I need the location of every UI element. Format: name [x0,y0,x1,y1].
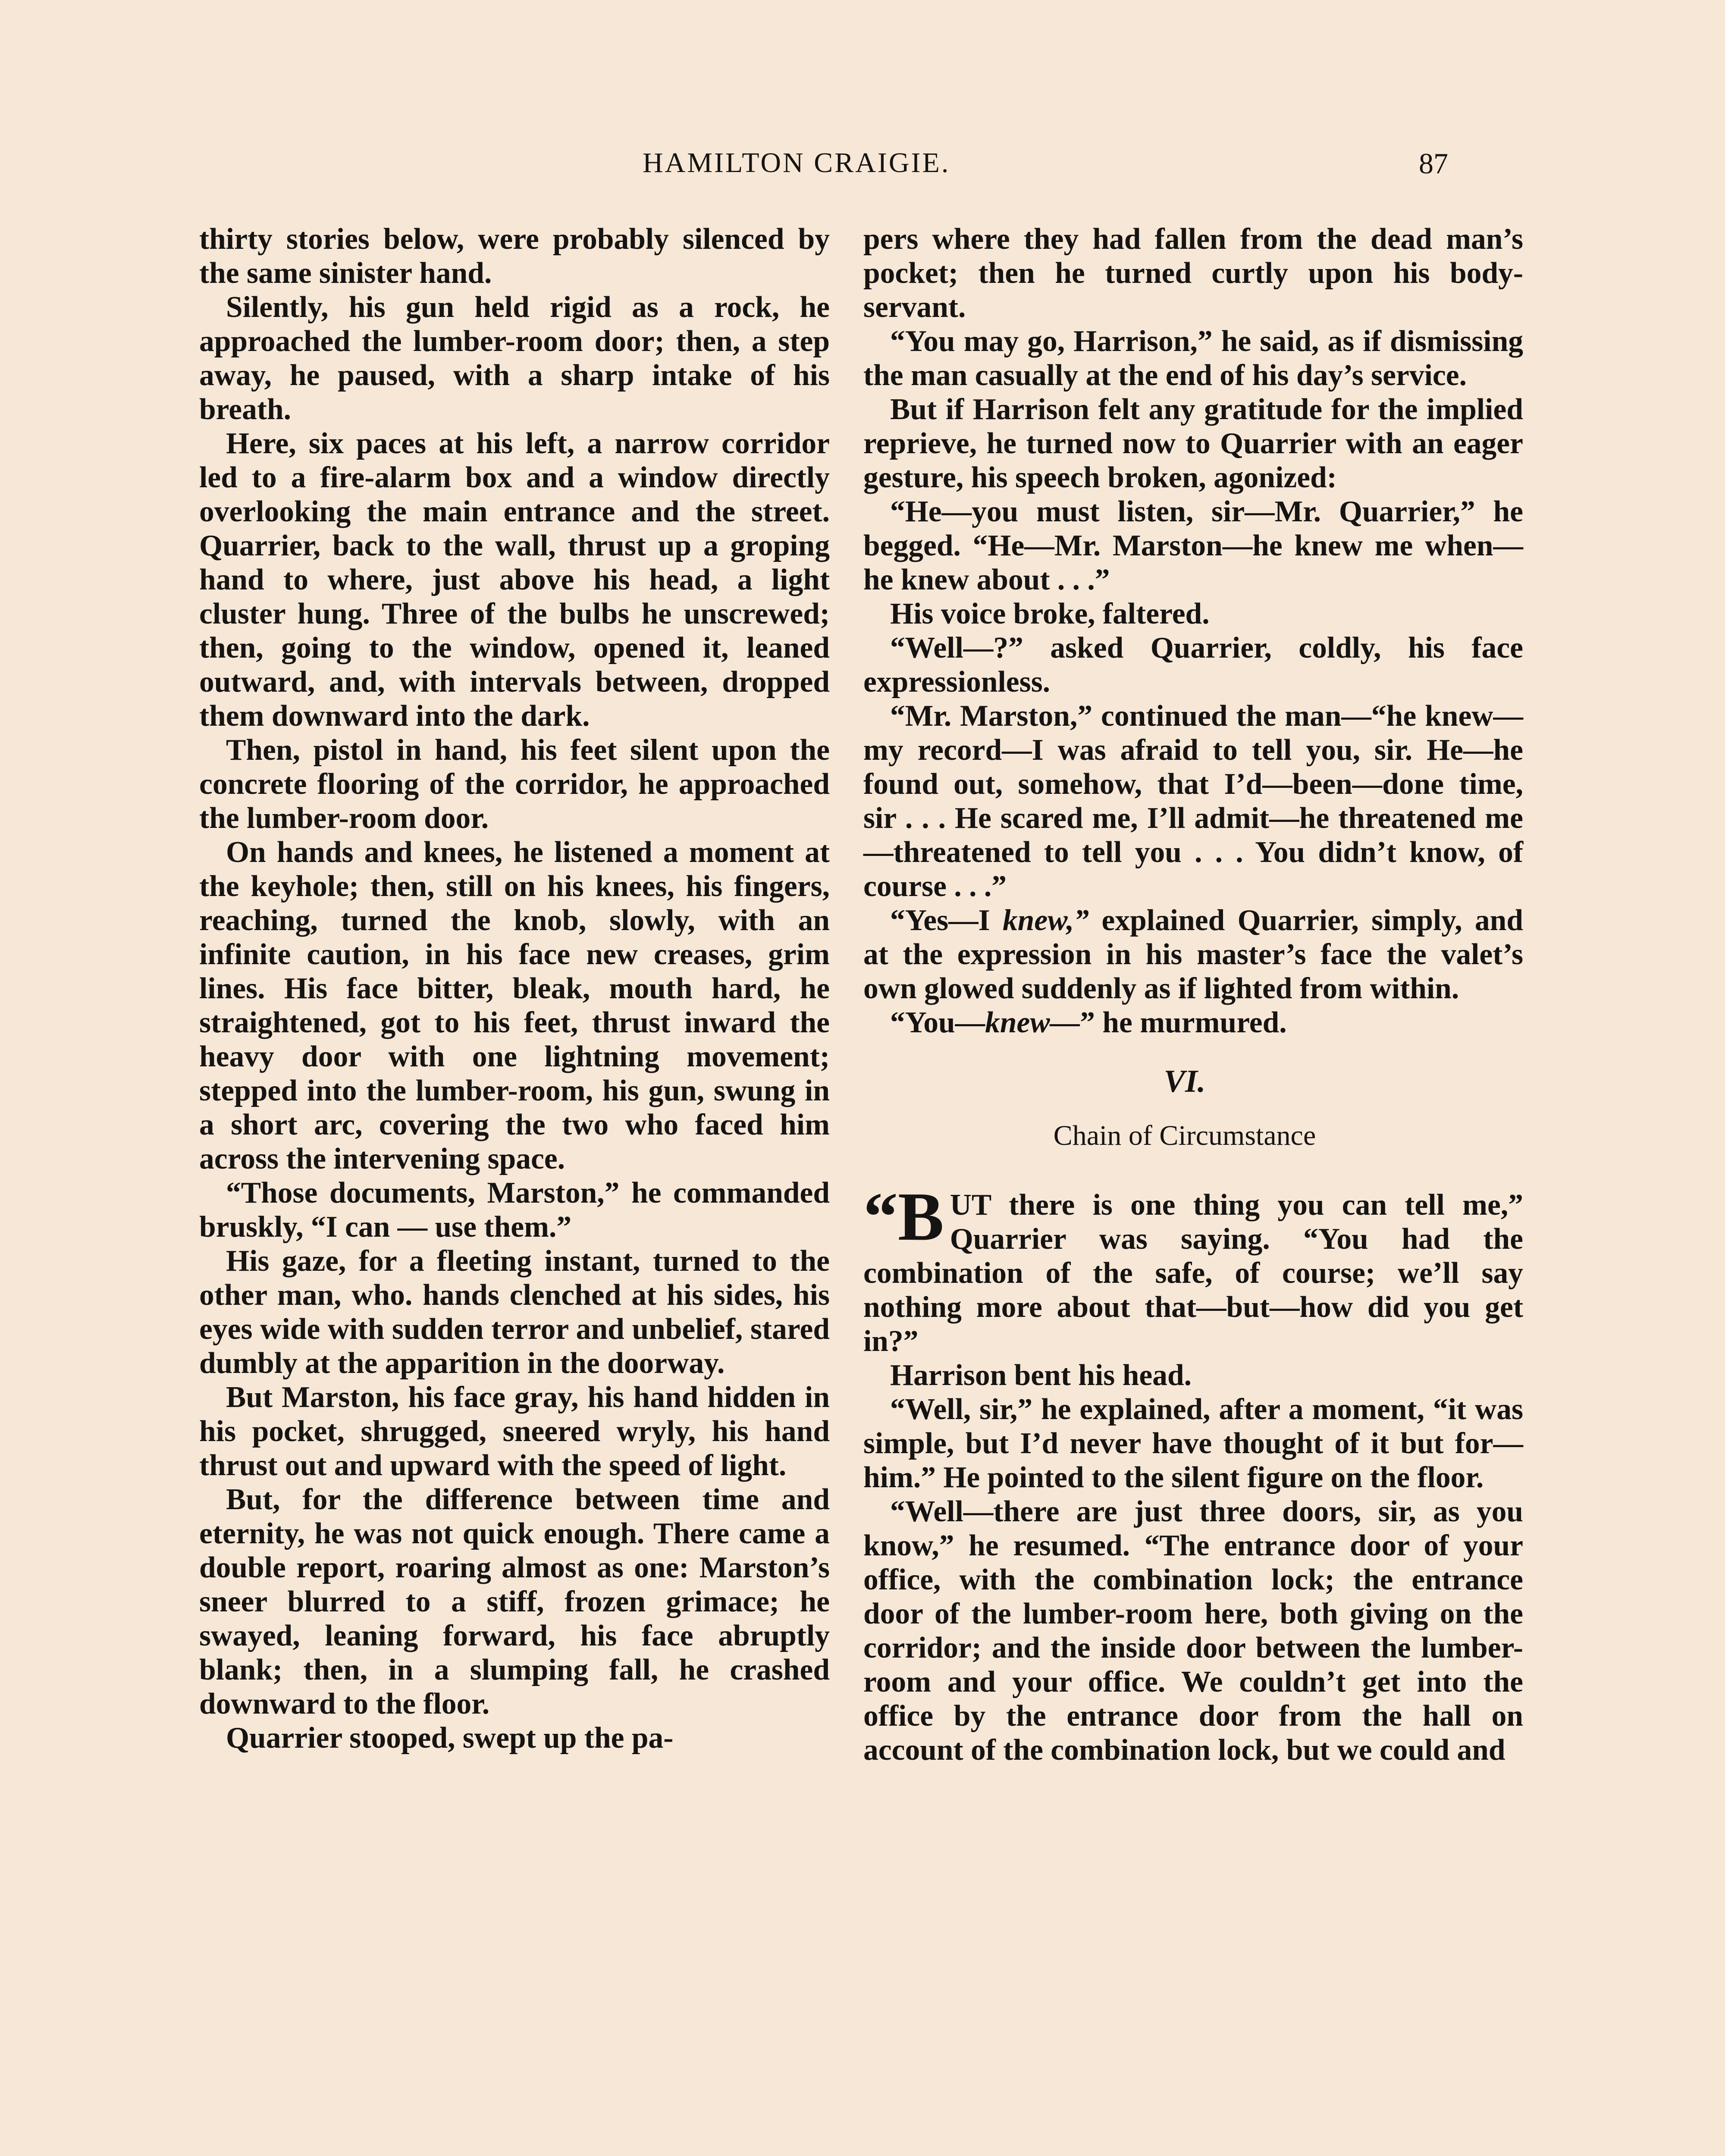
right-column [863,222,1523,1767]
paragraph: Then, pistol in hand, his feet silent upon the concrete flooring of the corridor, he approached the lumber-room door. [199,733,830,835]
paragraph: Quarrier stooped, swept up the pa- [226,1721,674,1755]
paragraph: Harrison bent his head. [890,1359,1192,1392]
text-run: UT there is one thing you can tell me,” Quarrier was saying. “You had the combination of the safe, of course; we’ll say nothing more about that—but—how did you get in?” [863,1188,1523,1358]
drop-cap-letter: B [898,1178,944,1255]
left-column [199,222,830,1755]
text-run: explained Quarrier, simply, and at the expression in his master’s face the valet’s own glowed suddenly as if lighted from within. [863,904,1523,1005]
paragraph [863,903,1523,1006]
section-number: VI. [1164,1064,1206,1099]
paragraph: “Well—there are just three doors, sir, as you know,” he resumed. “The entrance door of your office, with the combination lock; the entrance door of the lumber-room here, both giving on the corridor; and the inside door between the lumber-room and your office. We couldn’t get into the office by the entrance door from the hall on account of the combination lock, but we could and [863,1495,1523,1767]
paragraph: But Marston, his face gray, his hand hidden in his pocket, shrugged, sneered wryly, his hand thrust out and upward with the speed of light. [199,1381,830,1482]
paragraph: “He—you must listen, sir—Mr. Quarrier,” he begged. “He—Mr. Marston—he knew me when—he knew about . . .” [863,495,1523,596]
paragraph: “Well—?” asked Quarrier, coldly, his face expressionless. [863,631,1523,699]
paragraph: “Those documents, Marston,” he commanded bruskly, “I can — use them.” [199,1176,830,1244]
paragraph: On hands and knees, he listened a moment at the keyhole; then, still on his knees, his fingers, reaching, turned the knob, slowly, with an infinite caution, in his face new creases, grim lines. His face bitter, bleak, mouth hard, he straightened, got to his feet, thrust inward the heavy door with one lightning movement; stepped into the lumber-room, his gun, swung in a short arc, covering the two who faced him across the intervening space. [199,836,830,1175]
paragraph: “Mr. Marston,” continued the man—“he knew—my record—I was afraid to tell you, sir. He—he found out, somehow, that I’d—been—done time, sir . . . He scared me, I’ll admit—he threatened me—threatened to tell you . . . You didn’t know, of course . . .” [863,699,1523,903]
paragraph: His gaze, for a fleeting instant, turned to the other man, who. hands clenched at his sides, his eyes wide with sudden terror and unbelief, stared dumbly at the apparition in the doorway. [199,1244,830,1380]
running-head [0,147,1725,194]
paragraph: pers where they had fallen from the dead man’s pocket; then he turned curtly upon his body-servant. [863,222,1523,324]
italic-run: knew— [985,1006,1080,1039]
section-title: Chain of Circumstance [1053,1120,1316,1151]
paragraph: His voice broke, faltered. [890,597,1210,630]
text-run: ” he murmured. [1080,1006,1287,1039]
paragraph: “You may go, Harrison,” he said, as if dismissing the man casually at the end of his day’s service. [863,325,1523,392]
paragraph: But if Harrison felt any gratitude for the implied reprieve, he turned now to Quarrier with an eager gesture, his speech broken, agonized: [863,393,1523,494]
paragraph [863,1006,1523,1040]
page-number: 87 [1419,147,1448,180]
paragraph-dropcap [863,1178,1523,1358]
running-head-title: HAMILTON CRAIGIE. [643,147,950,179]
drop-cap-quote: “ [863,1178,898,1255]
paragraph: thirty stories below, were probably silenced by the same sinister hand. [199,222,830,290]
italic-run: knew,” [1003,904,1089,937]
paragraph: Silently, his gun held rigid as a rock, he approached the lumber-room door; then, a step away, he paused, with a sharp intake of his breath. [199,291,830,426]
paragraph: Here, six paces at his left, a narrow corridor led to a fire-alarm box and a window directly overlooking the main entrance and the street. Quarrier, back to the wall, thrust up a groping hand to where, just above his head, a light cluster hung. Three of the bulbs he unscrewed; then, going to the window, opened it, leaned outward, and, with intervals between, dropped them downward into the dark. [199,427,830,733]
text-run: “Yes—I [890,904,1003,937]
paragraph: But, for the difference between time and eternity, he was not quick enough. There came a double report, roaring almost as one: Marston’s sneer blurred to a stiff, frozen grimace; he swayed, leaning forward, his face abruptly blank; then, in a slumping fall, he crashed downward to the floor. [199,1483,830,1720]
paragraph: “Well, sir,” he explained, after a moment, “it was simple, but I’d never have thought of it but for—him.” He pointed to the silent figure on the floor. [863,1393,1523,1494]
drop-cap [863,1178,944,1255]
text-run: “You— [890,1006,985,1039]
